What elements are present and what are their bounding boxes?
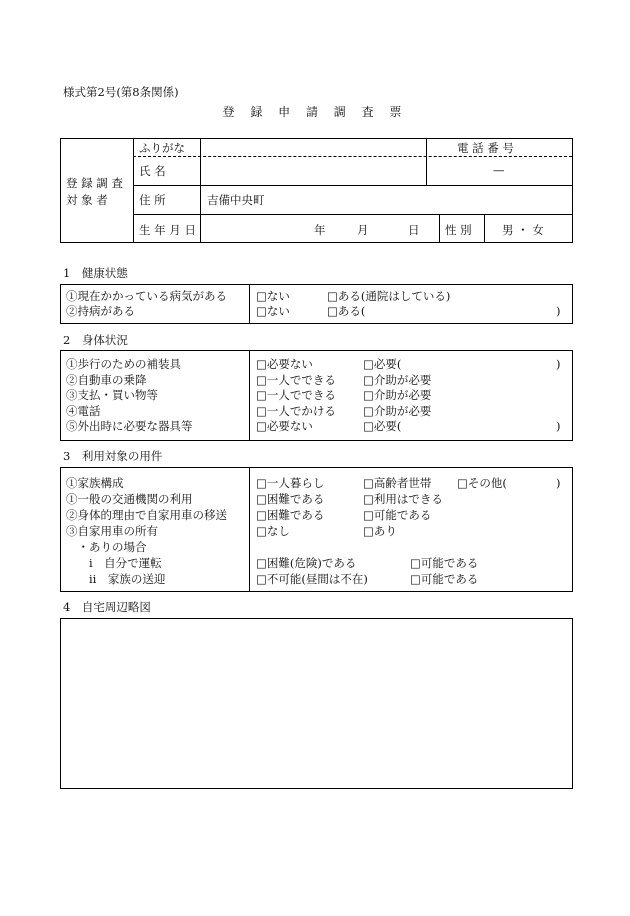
usage-option[interactable]: □不可能(昼間は不在) <box>256 572 368 586</box>
usage-row-label: ①一般の交通機関の利用 <box>66 492 193 506</box>
body-row-label: ①歩行のための補装具 <box>66 357 181 371</box>
body-box <box>60 350 573 441</box>
usage-row-label: ①家族構成 <box>66 476 124 490</box>
sex-label: 性 別 <box>445 223 472 237</box>
body-option[interactable]: □必要ない <box>256 419 313 433</box>
furigana-label: ふりがな <box>139 141 185 155</box>
health-option[interactable]: □ない <box>256 304 290 318</box>
usage-option[interactable]: □利用はできる <box>363 492 443 506</box>
body-row-label: ③支払・買い物等 <box>66 388 158 402</box>
section-map-title: 4 自宅周辺略図 <box>63 600 151 614</box>
body-row-label: ②自動車の乗降 <box>66 373 147 387</box>
year-label: 年 <box>314 223 326 237</box>
body-option[interactable]: □必要( <box>363 419 402 433</box>
section-health-title: 1 健康状態 <box>63 266 128 280</box>
phone-label: 電 話 番 号 <box>457 141 514 155</box>
body-row-label: ④電話 <box>66 404 101 418</box>
section-body-title: 2 身体状況 <box>63 333 128 347</box>
health-row-label: ②持病がある <box>66 304 135 318</box>
map-drawing-area[interactable] <box>60 618 573 789</box>
health-option[interactable]: □ある(通院はしている) <box>327 289 451 303</box>
paren-close: ) <box>556 304 561 318</box>
paren-close: ) <box>556 476 561 490</box>
body-row-label: ⑤外出時に必要な器具等 <box>66 419 193 433</box>
health-box <box>60 284 573 324</box>
body-option[interactable]: □介助が必要 <box>363 388 432 402</box>
usage-row-label: ②身体的理由で自家用車の移送 <box>66 508 227 522</box>
usage-box <box>60 467 573 592</box>
paren-close: ) <box>556 357 561 371</box>
usage-option[interactable]: □あり <box>363 524 397 538</box>
body-option[interactable]: □必要( <box>363 357 402 371</box>
usage-option[interactable]: □可能である <box>363 508 432 522</box>
health-option[interactable]: □ある( <box>327 304 366 318</box>
usage-option[interactable]: □高齢者世帯 <box>363 476 432 490</box>
usage-option[interactable]: □困難である <box>256 492 325 506</box>
target-label-line2: 対 象 者 <box>66 193 108 207</box>
usage-row-label: ⅰ 自分で運転 <box>66 556 162 570</box>
sex-options: 男 ・ 女 <box>502 223 544 237</box>
day-label: 日 <box>408 223 420 237</box>
address-value: 吉備中央町 <box>207 193 265 207</box>
target-label-line1: 登 録 調 査 <box>66 176 123 190</box>
usage-row-label: ・ありの場合 <box>66 540 147 554</box>
section-usage-title: 3 利用対象の用件 <box>63 449 163 463</box>
usage-row-label: ⅱ 家族の送迎 <box>66 572 166 586</box>
body-option[interactable]: □一人でできる <box>256 388 336 402</box>
health-option[interactable]: □ない <box>256 289 290 303</box>
month-label: 月 <box>357 223 369 237</box>
usage-option[interactable]: □可能である <box>410 556 479 570</box>
body-option[interactable]: □一人でできる <box>256 373 336 387</box>
phone-separator: — <box>493 163 505 177</box>
body-option[interactable]: □介助が必要 <box>363 404 432 418</box>
address-label: 住 所 <box>139 193 166 207</box>
form-title: 登 録 申 請 調 査 票 <box>222 105 408 119</box>
usage-option[interactable]: □なし <box>256 524 290 538</box>
body-option[interactable]: □一人でかける <box>256 404 336 418</box>
usage-row-label: ③自家用車の所有 <box>66 524 158 538</box>
body-option[interactable]: □介助が必要 <box>363 373 432 387</box>
usage-option[interactable]: □困難である <box>256 508 325 522</box>
paren-close: ) <box>556 419 561 433</box>
form-number: 様式第2号(第8条関係) <box>63 85 179 99</box>
usage-option[interactable]: □可能である <box>410 572 479 586</box>
usage-option[interactable]: □その他( <box>457 476 507 490</box>
usage-option[interactable]: □困難(危険)である <box>256 556 357 570</box>
birthdate-label: 生 年 月 日 <box>139 223 196 237</box>
registration-table <box>60 138 573 243</box>
usage-option[interactable]: □一人暮らし <box>256 476 325 490</box>
health-row-label: ①現在かかっている病気がある <box>66 289 227 303</box>
body-option[interactable]: □必要ない <box>256 357 313 371</box>
name-label: 氏 名 <box>139 164 166 178</box>
